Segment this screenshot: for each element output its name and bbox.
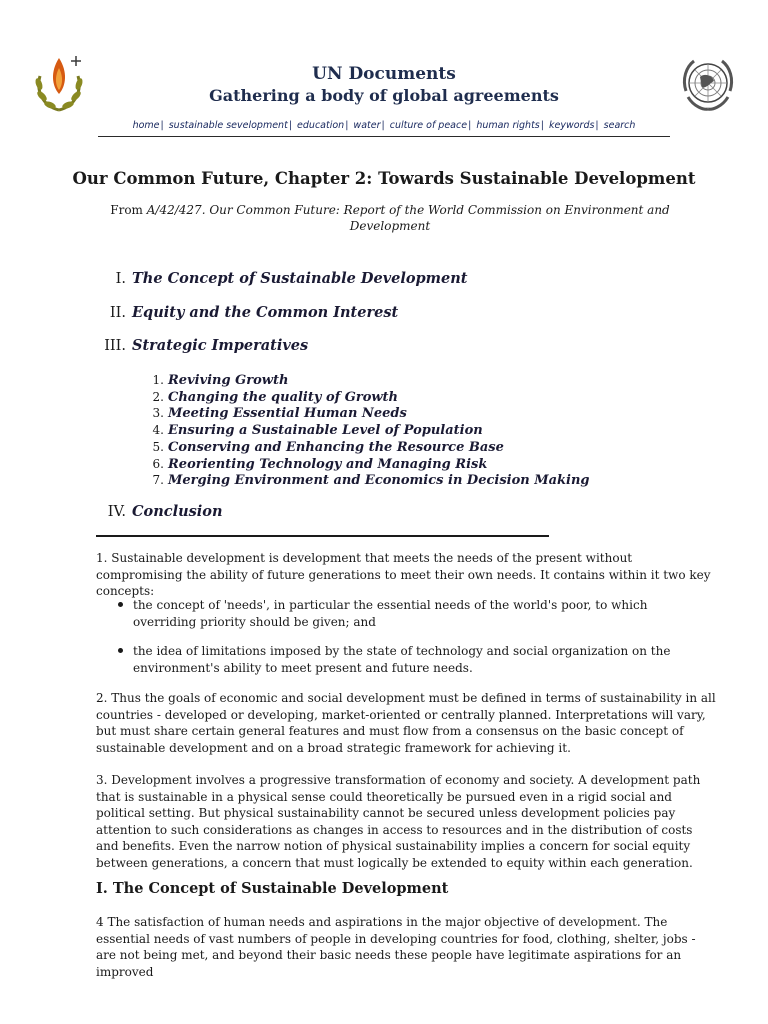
toc-item-2[interactable]	[98, 302, 618, 322]
bullet-icon	[118, 602, 123, 607]
paragraph-2: 2. Thus the goals of economic and social development must be defined in terms of sustainability in all countries - developed or developing, market-oriented or centrally planned. Interpretations will vary, but must share certain general features and must flow from a consensus on the basic concept of sustainable development and on a broad strategic framework for achieving it.	[96, 691, 716, 755]
top-navigation: home| sustainable sevelopment| education| water| culture of peace| human rights| keywords| search	[132, 120, 636, 131]
subtoc-item[interactable]	[148, 402, 608, 421]
site-subtitle: Gathering a body of global agreements	[209, 86, 559, 105]
subtoc-item[interactable]	[148, 453, 608, 472]
paragraph-1: 1. Sustainable development is development that meets the needs of the present without compromising the ability of future generations to meet their own needs. It contains within it two key concepts:	[96, 551, 711, 598]
subtoc-number: 4.	[152, 423, 164, 437]
source-prefix: From	[110, 203, 143, 217]
subtoc-link[interactable]: Reorienting Technology and Managing Risk	[168, 457, 488, 472]
toc-item-1[interactable]	[98, 268, 618, 288]
subtoc-number: 3.	[152, 406, 164, 420]
subtoc-link[interactable]: Reviving Growth	[168, 373, 289, 388]
toc-number: III.	[104, 338, 126, 354]
subtoc-number: 6.	[152, 457, 164, 471]
subtoc-link[interactable]: Merging Environment and Economics in Decision Making	[168, 473, 590, 488]
toc-link[interactable]: Equity and the Common Interest	[132, 304, 399, 321]
nav-link-search[interactable]: search	[603, 120, 636, 131]
source-description: . Our Common Future: Report of the World Commission on Environment and Development	[201, 203, 670, 233]
toc-item-4[interactable]	[98, 501, 618, 521]
subtoc-item[interactable]	[148, 386, 608, 405]
content-divider	[96, 535, 549, 537]
subtoc-number: 5.	[152, 440, 164, 454]
paragraph-3: 3. Development involves a progressive transformation of economy and society. A development path that is sustainable in a physical sense could theoretically be pursued even in a rigid social and political setting. But physical sustainability cannot be secured unless development policies pay attention to such considerations as changes in access to resources and in the distribution of costs and benefits. Even the narrow notion of physical sustainability implies a concern for social equity between generations, a concern that must logically be extended to equity within each generation.	[96, 773, 701, 870]
subtoc-link[interactable]: Ensuring a Sustainable Level of Population	[168, 423, 483, 438]
toc-number: II.	[109, 305, 126, 321]
toc-number: IV.	[107, 504, 126, 520]
subtoc-number: 1.	[152, 373, 164, 387]
subtoc-number: 2.	[152, 390, 164, 404]
nav-link-human-rights[interactable]: human rights	[476, 120, 540, 131]
site-title: UN Documents	[312, 64, 456, 84]
page-title: Our Common Future, Chapter 2: Towards Sustainable Development	[72, 169, 696, 188]
nav-link-culture-of-peace[interactable]: culture of peace	[389, 120, 468, 131]
toc-number: I.	[115, 271, 126, 287]
subtoc-number: 7.	[152, 473, 164, 487]
subtoc-link[interactable]: Changing the quality of Growth	[168, 390, 399, 405]
subtoc-item[interactable]	[148, 419, 608, 438]
nav-link-water[interactable]: water	[353, 120, 381, 131]
subtoc-item[interactable]	[148, 436, 608, 455]
nav-link-home[interactable]: home	[132, 120, 160, 131]
un-emblem-logo[interactable]	[678, 53, 738, 113]
list-item-text: the idea of limitations imposed by the state of technology and social organization on the environment's ability to meet present and future needs.	[133, 644, 671, 675]
section-heading: I. The Concept of Sustainable Development	[96, 880, 449, 897]
nav-link-education[interactable]: education	[297, 120, 345, 131]
subtoc-item[interactable]	[148, 469, 608, 488]
nav-link-sustainable-development[interactable]: sustainable sevelopment	[168, 120, 288, 131]
toc-link[interactable]: The Concept of Sustainable Development	[132, 270, 468, 287]
list-item-text: the concept of 'needs', in particular the essential needs of the world's poor, to which overriding priority should be given; and	[133, 598, 648, 629]
site-header	[0, 0, 768, 140]
toc-link[interactable]: Strategic Imperatives	[132, 337, 309, 354]
header-divider	[98, 136, 670, 137]
toc-item-3[interactable]	[98, 335, 618, 355]
subtoc-link[interactable]: Conserving and Enhancing the Resource Base	[168, 440, 504, 455]
subtoc-item[interactable]	[148, 369, 608, 388]
source-document-link[interactable]: A/42/427	[146, 203, 202, 217]
nav-link-keywords[interactable]: keywords	[548, 120, 595, 131]
source-line	[110, 202, 670, 234]
bullet-icon	[118, 648, 123, 653]
toc-link[interactable]: Conclusion	[132, 503, 223, 520]
subtoc-link[interactable]: Meeting Essential Human Needs	[168, 406, 407, 421]
paragraph-4: 4 The satisfaction of human needs and aspirations in the major objective of development. The essential needs of vast numbers of people in developing countries for food, clothing, shelter, jobs - are not being met, and beyond their basic needs these people have legitimate aspirations for an improved	[96, 915, 696, 979]
